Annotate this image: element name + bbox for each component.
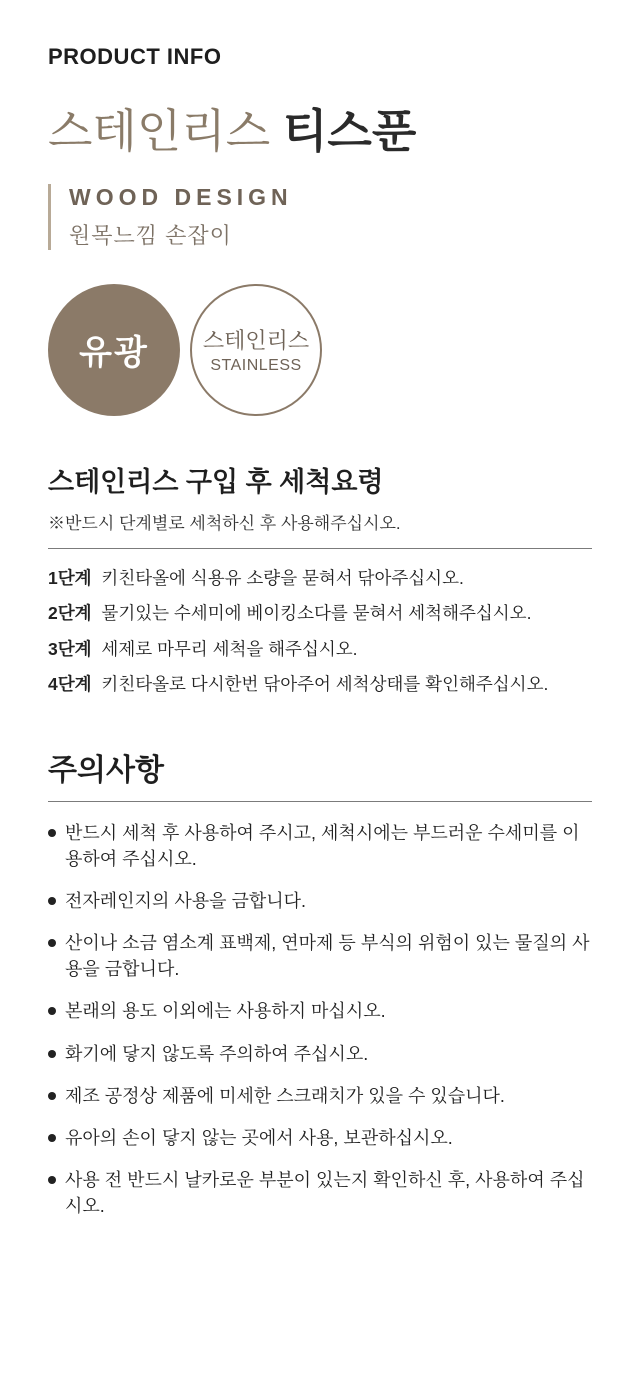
list-item: 제조 공정상 제품에 미세한 스크래치가 있을 수 있습니다. xyxy=(48,1083,592,1109)
subtitle-korean: 원목느낌 손잡이 xyxy=(69,222,232,248)
step-text: 물기있는 수세미에 베이킹소다를 묻혀서 세척해주십시오. xyxy=(101,603,532,624)
list-item: 본래의 용도 이외에는 사용하지 마십시오. xyxy=(48,998,592,1024)
page-title xyxy=(48,106,592,158)
badge-gloss-label: 유광 xyxy=(79,334,149,373)
subtitle-block xyxy=(48,184,592,250)
list-item: 사용 전 반드시 날카로운 부분이 있는지 확인하신 후, 사용하여 주십시오. xyxy=(48,1167,592,1219)
badge-stainless xyxy=(190,284,322,416)
step-text: 키친타올로 다시한번 닦아주어 세척상태를 확인해주십시오. xyxy=(101,674,549,695)
list-item xyxy=(48,567,592,591)
list-item: 전자레인지의 사용을 금합니다. xyxy=(48,888,592,914)
divider xyxy=(48,801,592,802)
list-item xyxy=(48,673,592,697)
step-label: 2단계 xyxy=(48,603,92,624)
step-text: 키친타올에 식용유 소량을 묻혀서 닦아주십시오. xyxy=(101,567,464,588)
eyebrow-label: PRODUCT INFO xyxy=(48,44,222,69)
caution-list xyxy=(48,820,592,1219)
list-item xyxy=(48,638,592,662)
step-label: 4단계 xyxy=(48,674,92,695)
list-item xyxy=(48,602,592,626)
badge-stainless-korean: 스테인리스 xyxy=(202,328,310,354)
divider xyxy=(48,548,592,549)
wash-step-list xyxy=(48,567,592,698)
step-label: 1단계 xyxy=(48,567,92,588)
page-title-light: 스테인리스 xyxy=(48,105,271,157)
wash-section-note: ※반드시 단계별로 세척하신 후 사용해주십시오. xyxy=(48,513,401,533)
list-item: 화기에 닿지 않도록 주의하여 주십시오. xyxy=(48,1041,592,1067)
list-item: 유아의 손이 닿지 않는 곳에서 사용, 보관하십시오. xyxy=(48,1125,592,1151)
badge-gloss xyxy=(48,284,180,416)
subtitle-english: WOOD DESIGN xyxy=(69,183,293,210)
badge-group xyxy=(48,284,592,416)
wash-section-title: 스테인리스 구입 후 세척요령 xyxy=(48,466,384,497)
list-item: 산이나 소금 염소계 표백제, 연마제 등 부식의 위험이 있는 물질의 사용을 금합니다. xyxy=(48,930,592,982)
page-title-bold: 티스푼 xyxy=(282,105,417,157)
caution-section-title: 주의사항 xyxy=(48,754,164,788)
step-label: 3단계 xyxy=(48,638,92,659)
step-text: 세제로 마무리 세척을 해주십시오. xyxy=(101,638,358,659)
badge-stainless-english: STAINLESS xyxy=(210,357,302,375)
list-item: 반드시 세척 후 사용하여 주시고, 세척시에는 부드러운 수세미를 이용하여 주십시오. xyxy=(48,820,592,872)
